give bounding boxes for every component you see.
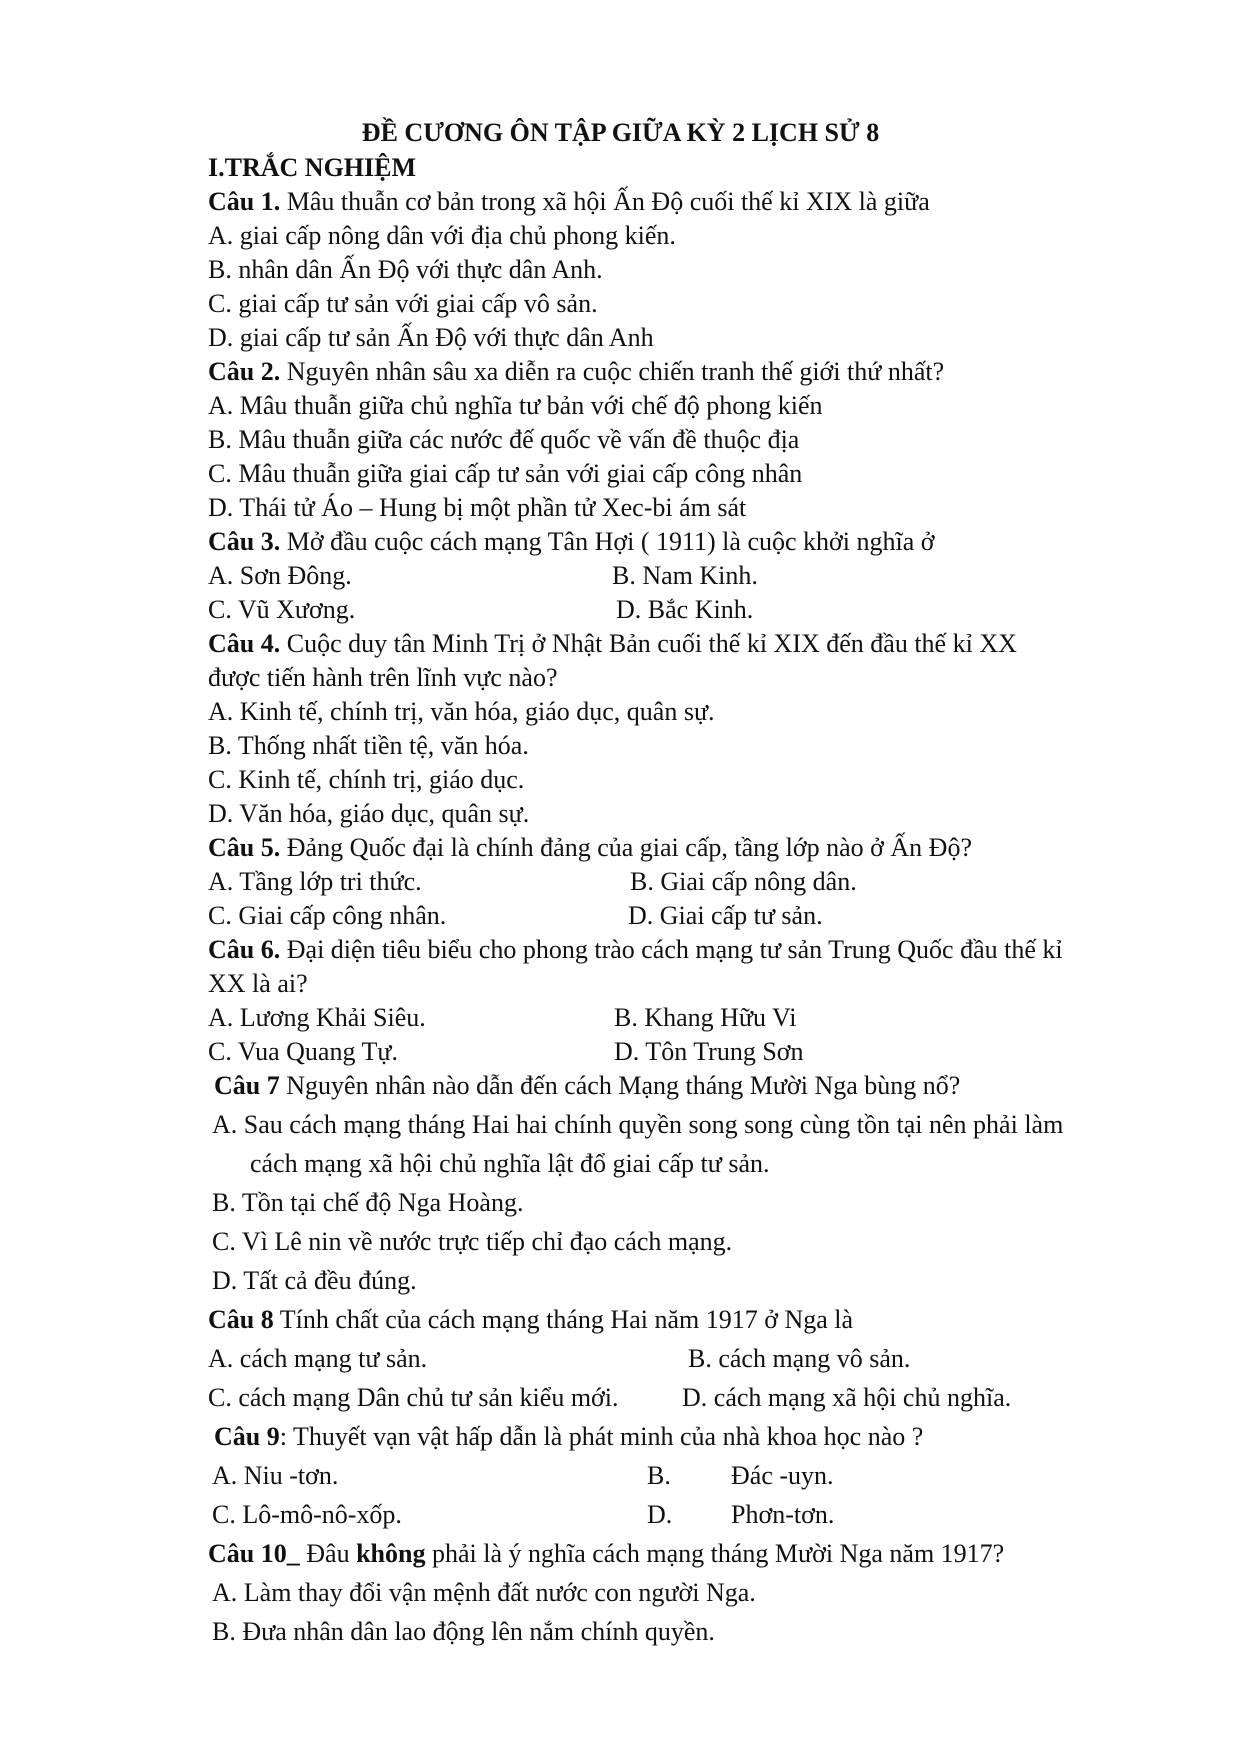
question-label: Câu 5. [208,833,281,862]
option-1a: A. giai cấp nông dân với địa chủ phong kiến. [208,221,676,250]
option-7a: A. Sau cách mạng tháng Hai hai chính quyền song song cùng tồn tại nên phải làm [212,1110,1064,1139]
question-text: Nguyên nhân sâu xa diễn ra cuộc chiến tranh thế giới thứ nhất? [280,357,945,386]
option-9b-letter: B. [647,1461,671,1490]
option-6d: D. Tôn Trung Sơn [614,1037,804,1066]
question-label: Câu 9 [214,1422,280,1451]
question-5 [208,833,972,863]
question-emphasis: không [356,1539,426,1568]
option-4c: C. Kinh tế, chính trị, giáo dục. [208,765,525,794]
option-5b: B. Giai cấp nông dân. [630,867,857,896]
question-label: Câu 8 [208,1305,274,1334]
question-4 [208,629,1017,659]
question-text: Mâu thuẫn cơ bản trong xã hội Ấn Độ cuối thế kỉ XIX là giữa [280,187,930,216]
question-1 [208,187,930,217]
option-7d: D. Tất cả đều đúng. [212,1266,417,1295]
question-2 [208,357,944,387]
question-text: : Thuyết vạn vật hấp dẫn là phát minh của nhà khoa học nào ? [279,1422,924,1451]
option-9a: A. Niu -tơn. [212,1461,339,1490]
question-text: Cuộc duy tân Minh Trị ở Nhật Bản cuối thế kỉ XIX đến đầu thế kỉ XX [280,629,1017,658]
question-7 [214,1071,960,1101]
question-label: Câu 6. [208,935,281,964]
question-label: Câu 7 [214,1071,280,1100]
option-8d: D. cách mạng xã hội chủ nghĩa. [682,1383,1012,1412]
option-2c: C. Mâu thuẫn giữa giai cấp tư sản với giai cấp công nhân [208,459,803,488]
question-text: Nguyên nhân nào dẫn đến cách Mạng tháng Mười Nga bùng nổ? [279,1071,961,1100]
option-5c: C. Giai cấp công nhân. [208,901,447,930]
option-8a: A. cách mạng tư sản. [208,1344,428,1373]
option-7a-continued: cách mạng xã hội chủ nghĩa lật đổ giai cấp tư sản. [250,1149,770,1178]
question-9 [214,1422,923,1452]
option-10b: B. Đưa nhân dân lao động lên nắm chính quyền. [212,1617,715,1646]
option-4a: A. Kinh tế, chính trị, văn hóa, giáo dục, quân sự. [208,697,715,726]
question-label: Câu 1. [208,187,281,216]
option-5d: D. Giai cấp tư sản. [628,901,823,930]
option-1b: B. nhân dân Ấn Độ với thực dân Anh. [208,255,603,284]
question-10 [208,1539,1004,1569]
question-label: Câu 4. [208,629,281,658]
question-text: Đâu [299,1539,357,1568]
option-2b: B. Mâu thuẫn giữa các nước đế quốc về vấn đề thuộc địa [208,425,800,454]
option-1d: D. giai cấp tư sản Ấn Độ với thực dân Anh [208,323,654,352]
option-2a: A. Mâu thuẫn giữa chủ nghĩa tư bản với chế độ phong kiến [208,391,823,420]
option-3d: D. Bắc Kinh. [616,595,754,624]
option-9b-text: Đác -uyn. [731,1461,834,1490]
option-3a: A. Sơn Đông. [208,561,352,590]
question-8 [208,1305,853,1335]
question-3 [208,527,935,557]
option-8c: C. cách mạng Dân chủ tư sản kiểu mới. [208,1383,619,1412]
option-5a: A. Tầng lớp tri thức. [208,867,422,896]
option-6b: B. Khang Hữu Vi [614,1003,797,1032]
question-text: Đảng Quốc đại là chính đảng của giai cấp, tầng lớp nào ở Ấn Độ? [280,833,972,862]
option-2d: D. Thái tử Áo – Hung bị một phần tử Xec-bi ám sát [208,493,747,522]
option-9d-letter: D. [647,1500,673,1529]
question-label: Câu 3. [208,527,281,556]
question-6-continued: XX là ai? [208,969,308,998]
option-7c: C. Vì Lê nin về nước trực tiếp chỉ đạo cách mạng. [212,1227,733,1256]
question-6 [208,935,1063,965]
option-7b: B. Tồn tại chế độ Nga Hoàng. [212,1188,524,1217]
question-4-continued: được tiến hành trên lĩnh vực nào? [208,663,558,692]
option-4d: D. Văn hóa, giáo dục, quân sự. [208,799,530,828]
question-text: Tính chất của cách mạng tháng Hai năm 1917 ở Nga là [273,1305,854,1334]
option-3c: C. Vũ Xương. [208,595,356,624]
page-title: ĐỀ CƯƠNG ÔN TẬP GIỮA KỲ 2 LỊCH SỬ 8 [361,118,880,147]
option-4b: B. Thống nhất tiền tệ, văn hóa. [208,731,529,760]
question-label: Câu 2. [208,357,281,386]
question-text-rest: phải là ý nghĩa cách mạng tháng Mười Nga năm 1917? [425,1539,1005,1568]
option-1c: C. giai cấp tư sản với giai cấp vô sản. [208,289,598,318]
option-9d-text: Phơn-tơn. [731,1500,835,1529]
option-3b: B. Nam Kinh. [612,561,758,590]
option-6a: A. Lương Khải Siêu. [208,1003,426,1032]
question-text: Mở đầu cuộc cách mạng Tân Hợi ( 1911) là cuộc khởi nghĩa ở [280,527,935,556]
option-9c: C. Lô-mô-nô-xốp. [212,1500,402,1529]
section-heading: I.TRẮC NGHIỆM [208,153,417,182]
option-8b: B. cách mạng vô sản. [688,1344,911,1373]
option-6c: C. Vua Quang Tự. [208,1037,398,1066]
option-10a: A. Làm thay đổi vận mệnh đất nước con người Nga. [212,1578,756,1607]
question-text: Đại diện tiêu biểu cho phong trào cách mạng tư sản Trung Quốc đầu thế kỉ [280,935,1063,964]
question-label: Câu 10_ [208,1539,300,1568]
